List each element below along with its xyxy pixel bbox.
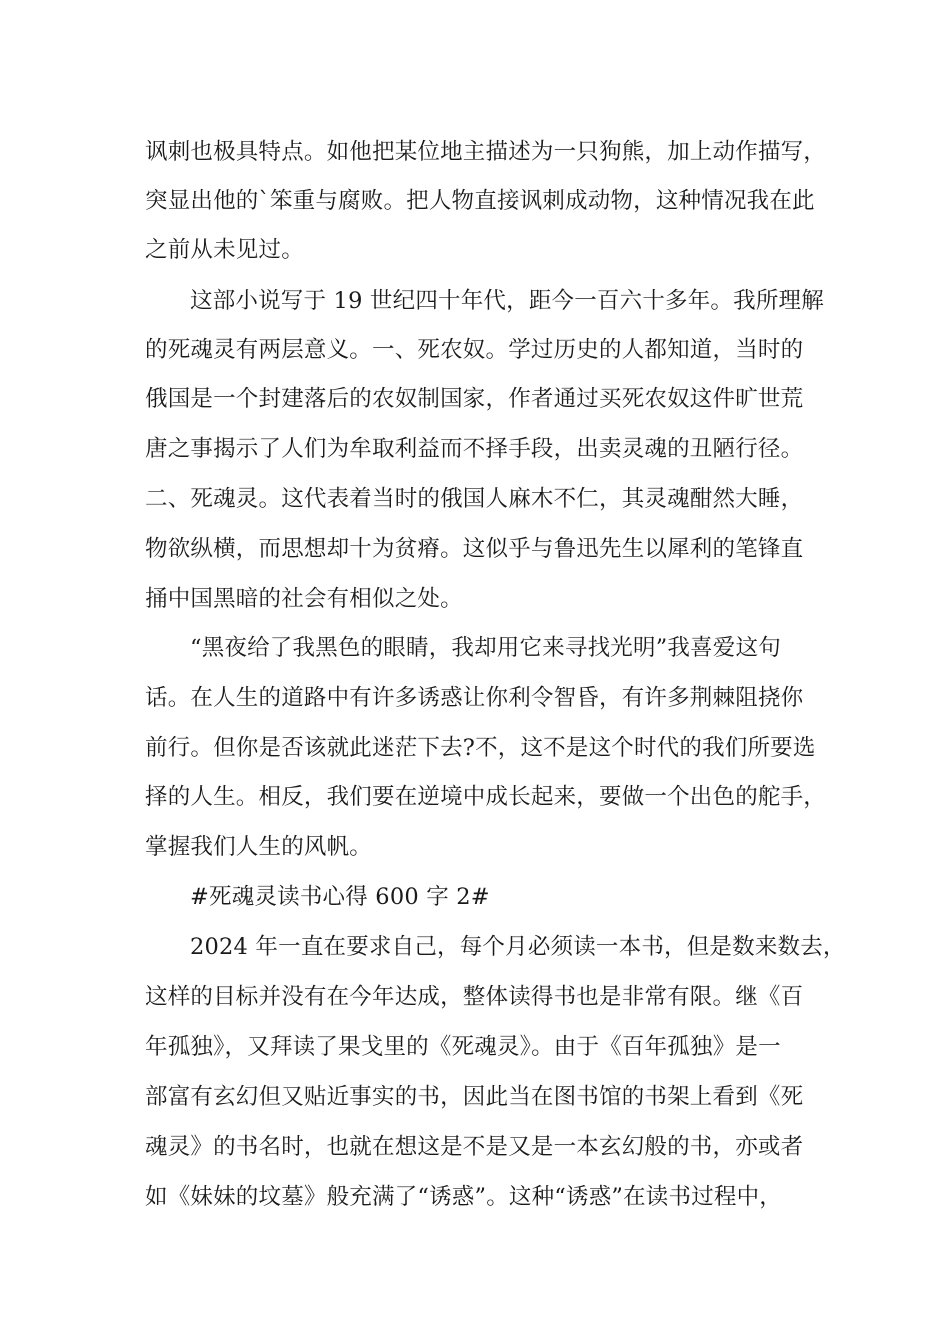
paragraph-start-line: 这部小说写于 19 世纪四十年代，距今一百六十多年。我所理解 — [190, 288, 824, 314]
text-line: 如《妹妹的坟墓》般充满了“诱惑”。这种“诱惑”在读书过程中， — [145, 1184, 783, 1210]
text-line: 年孤独》，又拜读了果戈里的《死魂灵》。由于《百年孤独》是一 — [145, 1034, 781, 1060]
text-line: 之前从未见过。 — [145, 237, 304, 263]
paragraph-start-line: 2024 年一直在要求自己，每个月必须读一本书，但是数来数去， — [190, 934, 846, 960]
text-line: 掌握我们人生的风帆。 — [145, 834, 373, 860]
text-line: 魂灵》的书名时，也就在想这是不是又是一本玄幻般的书，亦或者 — [145, 1134, 804, 1160]
text-line: 二、死魂灵。这代表着当时的俄国人麻木不仁，其灵魂酣然大睡， — [145, 486, 804, 512]
text-line: 物欲纵横，而思想却十为贫瘠。这似乎与鲁迅先生以犀利的笔锋直 — [145, 536, 804, 562]
text-line: 捅中国黑暗的社会有相似之处。 — [145, 586, 463, 612]
text-line: 的死魂灵有两层意义。一、死农奴。学过历史的人都知道，当时的 — [145, 337, 804, 363]
text-line: 俄国是一个封建落后的农奴制国家，作者通过买死农奴这件旷世荒 — [145, 386, 804, 412]
section-heading: #死魂灵读书心得 600 字 2# — [190, 884, 490, 910]
text-line: 话。在人生的道路中有许多诱惑让你利令智昏，有许多荆棘阻挠你 — [145, 685, 804, 711]
text-line: 前行。但你是否该就此迷茫下去?不，这不是这个时代的我们所要选 — [145, 735, 816, 761]
text-line: 突显出他的`笨重与腐败。把人物直接讽刺成动物，这种情况我在此 — [145, 188, 815, 214]
text-line: 唐之事揭示了人们为牟取利益而不择手段，出卖灵魂的丑陋行径。 — [145, 436, 804, 462]
text-line: 择的人生。相反，我们要在逆境中成长起来，要做一个出色的舵手， — [145, 784, 827, 810]
paragraph-start-line: “黑夜给了我黑色的眼睛，我却用它来寻找光明”我喜爱这句 — [190, 635, 781, 661]
text-line: 讽刺也极具特点。如他把某位地主描述为一只狗熊，加上动作描写， — [145, 139, 827, 165]
text-line: 部富有玄幻但又贴近事实的书，因此当在图书馆的书架上看到《死 — [145, 1084, 804, 1110]
text-line: 这样的目标并没有在今年达成，整体读得书也是非常有限。继《百 — [145, 984, 804, 1010]
